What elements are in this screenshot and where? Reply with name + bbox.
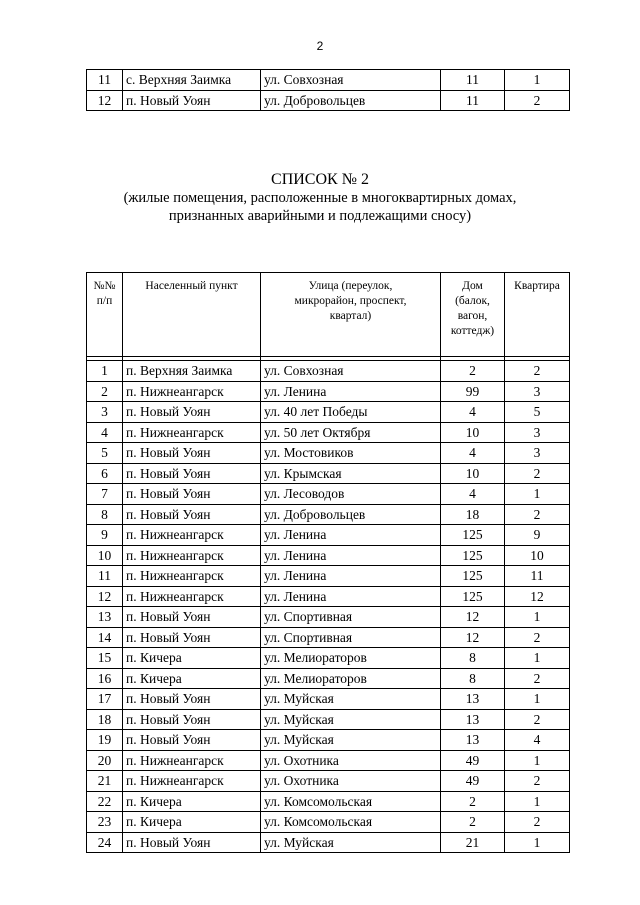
list-subtitle-line-1: (жилые помещения, расположенные в многоквартирных домах,: [123, 190, 517, 206]
cell-street: ул. Совхозная: [261, 70, 441, 91]
table-row: [87, 832, 570, 853]
header-settlement: [123, 273, 261, 357]
cell-settlement: п. Нижнеангарск: [123, 422, 261, 443]
cell-house: 99: [441, 381, 505, 402]
header-apartment: [505, 273, 570, 357]
cell-house: 11: [441, 90, 505, 111]
cell-number: 7: [87, 484, 123, 505]
cell-apartment: 2: [505, 771, 570, 792]
table-row: [87, 648, 570, 669]
table-row: [87, 484, 570, 505]
table-row: [87, 812, 570, 833]
cell-street: ул. Муйская: [261, 689, 441, 710]
table-row: [87, 709, 570, 730]
cell-settlement: п. Нижнеангарск: [123, 771, 261, 792]
cell-settlement: п. Новый Уоян: [123, 443, 261, 464]
cell-street: ул. Добровольцев: [261, 504, 441, 525]
cell-number: 22: [87, 791, 123, 812]
cell-apartment: 9: [505, 525, 570, 546]
table-row: [87, 689, 570, 710]
cell-house: 21: [441, 832, 505, 853]
cell-apartment: 10: [505, 545, 570, 566]
cell-apartment: 1: [505, 750, 570, 771]
cell-apartment: 1: [505, 791, 570, 812]
cell-settlement: п. Новый Уоян: [123, 709, 261, 730]
cell-street: ул. Спортивная: [261, 627, 441, 648]
cell-house: 2: [441, 812, 505, 833]
table-row: [87, 443, 570, 464]
cell-settlement: п. Нижнеангарск: [123, 566, 261, 587]
cell-settlement: с. Верхняя Заимка: [123, 70, 261, 91]
cell-house: 2: [441, 361, 505, 382]
header-house-line: вагон,: [457, 310, 488, 322]
cell-street: ул. Ленина: [261, 545, 441, 566]
cell-house: 4: [441, 484, 505, 505]
cell-number: 15: [87, 648, 123, 669]
cell-number: 16: [87, 668, 123, 689]
cell-street: ул. Добровольцев: [261, 90, 441, 111]
table-row: [87, 361, 570, 382]
cell-apartment: 2: [505, 463, 570, 484]
cell-settlement: п. Новый Уоян: [123, 402, 261, 423]
cell-settlement: п. Новый Уоян: [123, 730, 261, 751]
table-row: [87, 90, 570, 111]
header-street-line: микрорайон, проспект,: [294, 295, 407, 307]
table-row: [87, 627, 570, 648]
cell-number: 13: [87, 607, 123, 628]
cell-apartment: 3: [505, 443, 570, 464]
table-row: [87, 381, 570, 402]
cell-number: 4: [87, 422, 123, 443]
cell-apartment: 2: [505, 361, 570, 382]
cell-street: ул. Муйская: [261, 709, 441, 730]
cell-apartment: 4: [505, 730, 570, 751]
cell-apartment: 2: [505, 627, 570, 648]
cell-house: 2: [441, 791, 505, 812]
cell-settlement: п. Новый Уоян: [123, 484, 261, 505]
cell-street: ул. Мелиораторов: [261, 668, 441, 689]
cell-house: 11: [441, 70, 505, 91]
header-settlement-text: Населенный пункт: [145, 280, 238, 292]
cell-house: 10: [441, 463, 505, 484]
top-table: [86, 69, 570, 111]
cell-street: ул. Ленина: [261, 586, 441, 607]
cell-number: 18: [87, 709, 123, 730]
table-row: [87, 70, 570, 91]
cell-number: 17: [87, 689, 123, 710]
cell-apartment: 1: [505, 70, 570, 91]
cell-house: 13: [441, 730, 505, 751]
header-street-line: квартал): [329, 310, 372, 322]
cell-number: 11: [87, 70, 123, 91]
cell-number: 1: [87, 361, 123, 382]
cell-street: ул. Спортивная: [261, 607, 441, 628]
cell-apartment: 1: [505, 484, 570, 505]
cell-house: 125: [441, 586, 505, 607]
header-number-line: №№: [93, 280, 116, 292]
cell-house: 13: [441, 709, 505, 730]
cell-apartment: 2: [505, 812, 570, 833]
cell-house: 12: [441, 607, 505, 628]
cell-number: 20: [87, 750, 123, 771]
cell-settlement: п. Нижнеангарск: [123, 750, 261, 771]
cell-street: ул. Ленина: [261, 381, 441, 402]
cell-settlement: п. Нижнеангарск: [123, 525, 261, 546]
table-row: [87, 791, 570, 812]
cell-apartment: 12: [505, 586, 570, 607]
header-house-line: коттедж): [450, 325, 495, 337]
main-table-header: [87, 273, 570, 361]
cell-settlement: п. Новый Уоян: [123, 689, 261, 710]
cell-settlement: п. Кичера: [123, 648, 261, 669]
list-title: СПИСОК № 2: [271, 171, 369, 188]
header-street: [261, 273, 441, 357]
cell-settlement: п. Верхняя Заимка: [123, 361, 261, 382]
cell-street: ул. Комсомольская: [261, 791, 441, 812]
cell-settlement: п. Новый Уоян: [123, 832, 261, 853]
table-row: [87, 668, 570, 689]
cell-number: 12: [87, 90, 123, 111]
cell-street: ул. Комсомольская: [261, 812, 441, 833]
cell-settlement: п. Нижнеангарск: [123, 545, 261, 566]
table-row: [87, 750, 570, 771]
header-house-line: (балок,: [455, 295, 490, 307]
cell-apartment: 3: [505, 381, 570, 402]
main-table-body: [87, 361, 570, 853]
table-row: [87, 607, 570, 628]
page-number: 2: [316, 39, 324, 53]
header-street-line: Улица (переулок,: [308, 280, 393, 292]
cell-street: ул. Ленина: [261, 525, 441, 546]
cell-number: 3: [87, 402, 123, 423]
cell-street: ул. 40 лет Победы: [261, 402, 441, 423]
cell-house: 4: [441, 443, 505, 464]
cell-number: 5: [87, 443, 123, 464]
cell-settlement: п. Кичера: [123, 791, 261, 812]
table-row: [87, 566, 570, 587]
cell-street: ул. Крымская: [261, 463, 441, 484]
cell-apartment: 1: [505, 689, 570, 710]
table-row: [87, 586, 570, 607]
cell-house: 8: [441, 668, 505, 689]
cell-number: 9: [87, 525, 123, 546]
cell-house: 125: [441, 525, 505, 546]
cell-street: ул. Ленина: [261, 566, 441, 587]
cell-settlement: п. Новый Уоян: [123, 90, 261, 111]
cell-street: ул. Лесоводов: [261, 484, 441, 505]
cell-house: 8: [441, 648, 505, 669]
cell-house: 12: [441, 627, 505, 648]
cell-apartment: 2: [505, 668, 570, 689]
cell-apartment: 1: [505, 648, 570, 669]
cell-street: ул. Муйская: [261, 832, 441, 853]
header-number-line: п/п: [96, 295, 113, 307]
cell-number: 14: [87, 627, 123, 648]
cell-street: ул. Мостовиков: [261, 443, 441, 464]
cell-settlement: п. Нижнеангарск: [123, 381, 261, 402]
cell-house: 4: [441, 402, 505, 423]
header-house-line: Дом: [462, 280, 483, 292]
cell-apartment: 1: [505, 607, 570, 628]
cell-street: ул. Охотника: [261, 771, 441, 792]
header-number: [87, 273, 123, 357]
cell-house: 13: [441, 689, 505, 710]
list-subtitle-line-2: признанных аварийными и подлежащими сносу): [168, 208, 472, 224]
cell-apartment: 5: [505, 402, 570, 423]
cell-number: 6: [87, 463, 123, 484]
cell-house: 49: [441, 771, 505, 792]
table-row: [87, 422, 570, 443]
top-table-body: [87, 70, 570, 111]
cell-settlement: п. Нижнеангарск: [123, 586, 261, 607]
cell-settlement: п. Новый Уоян: [123, 627, 261, 648]
table-row: [87, 771, 570, 792]
cell-apartment: 1: [505, 832, 570, 853]
cell-settlement: п. Новый Уоян: [123, 504, 261, 525]
table-row: [87, 463, 570, 484]
cell-apartment: 2: [505, 709, 570, 730]
table-row: [87, 545, 570, 566]
list-heading: [0, 171, 640, 225]
header-row: [87, 273, 570, 357]
cell-number: 8: [87, 504, 123, 525]
cell-house: 125: [441, 566, 505, 587]
cell-number: 2: [87, 381, 123, 402]
cell-house: 125: [441, 545, 505, 566]
cell-street: ул. Мелиораторов: [261, 648, 441, 669]
cell-apartment: 2: [505, 504, 570, 525]
cell-settlement: п. Кичера: [123, 668, 261, 689]
cell-apartment: 11: [505, 566, 570, 587]
cell-number: 23: [87, 812, 123, 833]
table-row: [87, 504, 570, 525]
table-row: [87, 730, 570, 751]
cell-number: 12: [87, 586, 123, 607]
cell-number: 11: [87, 566, 123, 587]
cell-street: ул. 50 лет Октября: [261, 422, 441, 443]
cell-house: 18: [441, 504, 505, 525]
cell-number: 21: [87, 771, 123, 792]
cell-number: 24: [87, 832, 123, 853]
header-apartment-text: Квартира: [514, 280, 560, 292]
cell-house: 49: [441, 750, 505, 771]
header-house: [441, 273, 505, 357]
cell-settlement: п. Кичера: [123, 812, 261, 833]
table-row: [87, 402, 570, 423]
cell-settlement: п. Новый Уоян: [123, 607, 261, 628]
cell-apartment: 3: [505, 422, 570, 443]
cell-street: ул. Муйская: [261, 730, 441, 751]
main-table: [86, 272, 570, 853]
cell-number: 10: [87, 545, 123, 566]
cell-settlement: п. Новый Уоян: [123, 463, 261, 484]
cell-street: ул. Охотника: [261, 750, 441, 771]
table-row: [87, 525, 570, 546]
cell-number: 19: [87, 730, 123, 751]
cell-apartment: 2: [505, 90, 570, 111]
cell-house: 10: [441, 422, 505, 443]
cell-street: ул. Совхозная: [261, 361, 441, 382]
